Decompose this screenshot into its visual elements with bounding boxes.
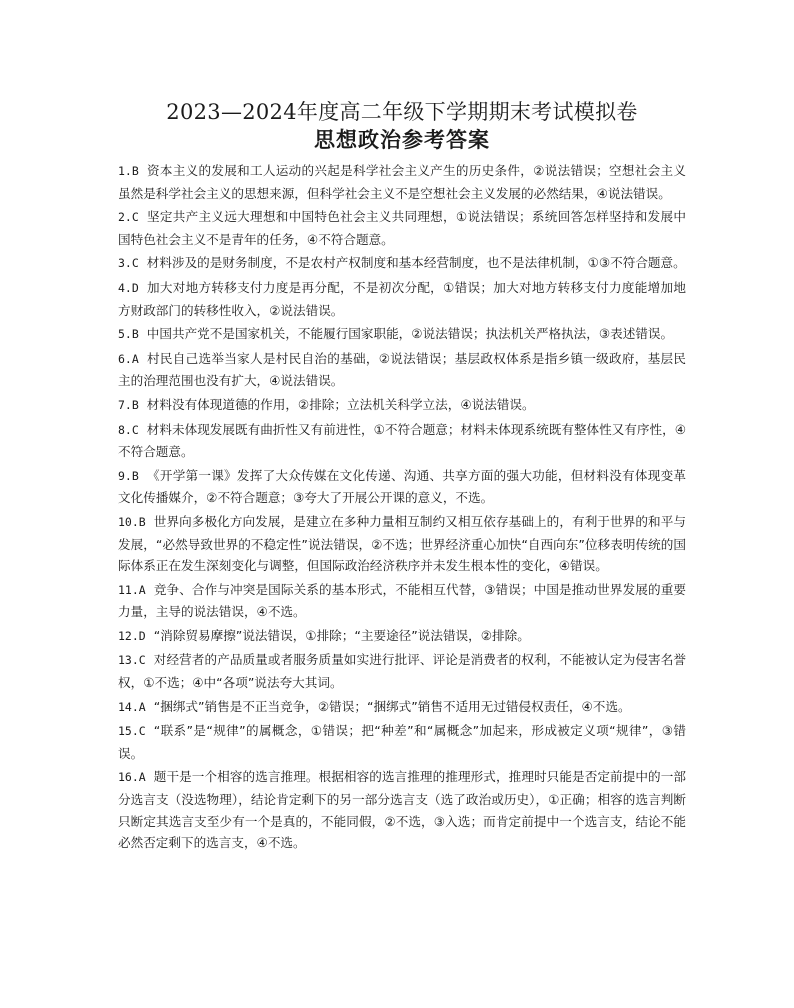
answer-text: 中国共产党不是国家机关，不能履行国家职能，②说法错误；执法机关严格执法，③表述错误。 bbox=[146, 326, 674, 342]
answer-number: 11.A bbox=[118, 582, 146, 597]
answer-item bbox=[118, 394, 686, 417]
answer-number: 12.D bbox=[118, 628, 146, 643]
answer-item bbox=[118, 348, 686, 392]
answer-number: 6.A bbox=[118, 351, 139, 366]
answer-item bbox=[118, 323, 686, 346]
answer-text: 加大对地方转移支付力度是再分配，不是初次分配，①错误；加大对地方转移支付力度能增加地方财政部门的转移性收入，②说法错误。 bbox=[118, 279, 686, 318]
answer-sheet bbox=[118, 98, 686, 856]
answer-item bbox=[118, 625, 686, 648]
answer-item bbox=[118, 252, 686, 275]
answer-item bbox=[118, 160, 686, 204]
page-title: 2023—2024年度高二年级下学期期末考试模拟卷 bbox=[166, 100, 638, 124]
answer-list bbox=[118, 160, 686, 854]
answer-item bbox=[118, 696, 686, 719]
answer-item bbox=[118, 465, 686, 509]
answer-text: 资本主义的发展和工人运动的兴起是科学社会主义产生的历史条件，②说法错误；空想社会主义虽然是科学社会主义的思想来源，但科学社会主义不是空想社会主义发展的必然结果，④说法错误。 bbox=[118, 163, 686, 201]
answer-item bbox=[118, 511, 686, 577]
page-subtitle: 思想政治参考答案 bbox=[314, 127, 490, 152]
answer-item bbox=[118, 579, 686, 623]
answer-number: 10.B bbox=[118, 514, 146, 529]
answer-text: 材料没有体现道德的作用，②排除；立法机关科学立法，④说法错误。 bbox=[146, 396, 535, 412]
answer-number: 16.A bbox=[118, 770, 146, 785]
answer-text: “联系”是“规律”的属概念，①错误；把“种差”和“属概念”加起来，形成被定义项“规律”，③错误。 bbox=[118, 723, 686, 761]
answer-text: 材料涉及的是财务制度，不是农村产权制度和基本经营制度，也不是法律机制，①③不符合题意。 bbox=[146, 255, 686, 271]
answer-item bbox=[118, 419, 686, 463]
answer-text: 题干是一个相容的选言推理。根据相容的选言推理的推理形式，推理时只能是否定前提中的一部分选言支（没选物理），结论肯定剩下的另一部分选言支（选了政治或历史），①正确；相容的选言判断只断定其选言支至少有一个是真的，不能同假，②不选，③入选；而肯定前提中一个选言支，结论不能必然否定剩下的选言支，④不选。 bbox=[118, 769, 686, 851]
answer-text: 竞争、合作与冲突是国际关系的基本形式，不能相互代替，③错误；中国是推动世界发展的重要力量，主导的说法错误，④不选。 bbox=[118, 581, 686, 620]
answer-number: 15.C bbox=[118, 724, 146, 739]
answer-number: 5.B bbox=[118, 327, 139, 342]
answer-text: 材料未体现发展既有曲折性又有前进性，①不符合题意；材料未体现系统既有整体性又有序性，④不符合题意。 bbox=[118, 421, 686, 460]
answer-item bbox=[118, 720, 686, 764]
answer-number: 4.D bbox=[118, 280, 139, 295]
answer-text: 世界向多极化方向发展，是建立在多种力量相互制约又相互依存基础上的，有利于世界的和平与发展，“必然导致世界的不稳定性”说法错误，②不选；世界经济重心加快“自西向东”位移表明传统的国际体系正在发生深刻变化与调整，但国际政治经济秩序并未发生根本性的变化，④错误。 bbox=[118, 513, 686, 574]
answer-text: “捆绑式”销售是不正当竞争，②错误；“捆绑式”销售不适用无过错侵权责任，④不选。 bbox=[153, 698, 631, 714]
answer-text: “消除贸易摩擦”说法错误，①排除；“主要途径”说法错误，②排除。 bbox=[153, 627, 530, 643]
answer-number: 7.B bbox=[118, 397, 139, 412]
answer-number: 3.C bbox=[118, 256, 139, 271]
answer-item bbox=[118, 206, 686, 250]
answer-number: 13.C bbox=[118, 653, 146, 668]
answer-number: 2.C bbox=[118, 210, 139, 225]
answer-text: 坚定共产主义远大理想和中国特色社会主义共同理想，①说法错误；系统回答怎样坚持和发展中国特色社会主义不是青年的任务，④不符合题意。 bbox=[118, 209, 686, 247]
answer-number: 9.B bbox=[118, 468, 139, 483]
answer-number: 8.C bbox=[118, 422, 139, 437]
answer-number: 1.B bbox=[118, 164, 139, 178]
answer-text: 对经营者的产品质量或者服务质量如实进行批评、评论是消费者的权利，不能被认定为侵害名誉权，①不选；④中“各项”说法夸大其词。 bbox=[118, 652, 686, 691]
answer-item bbox=[118, 649, 686, 693]
answer-item bbox=[118, 277, 686, 321]
answer-item bbox=[118, 766, 686, 853]
answer-text: 村民自己选举当家人是村民自治的基础，②说法错误；基层政权体系是指乡镇一级政府，基层民主的治理范围也没有扩大，④说法错误。 bbox=[118, 350, 686, 389]
answer-number: 14.A bbox=[118, 699, 146, 714]
answer-text: 《开学第一课》发挥了大众传媒在文化传递、沟通、共享方面的强大功能，但材料没有体现变革文化传播媒介，②不符合题意；③夸大了开展公开课的意义，不选。 bbox=[118, 467, 686, 506]
